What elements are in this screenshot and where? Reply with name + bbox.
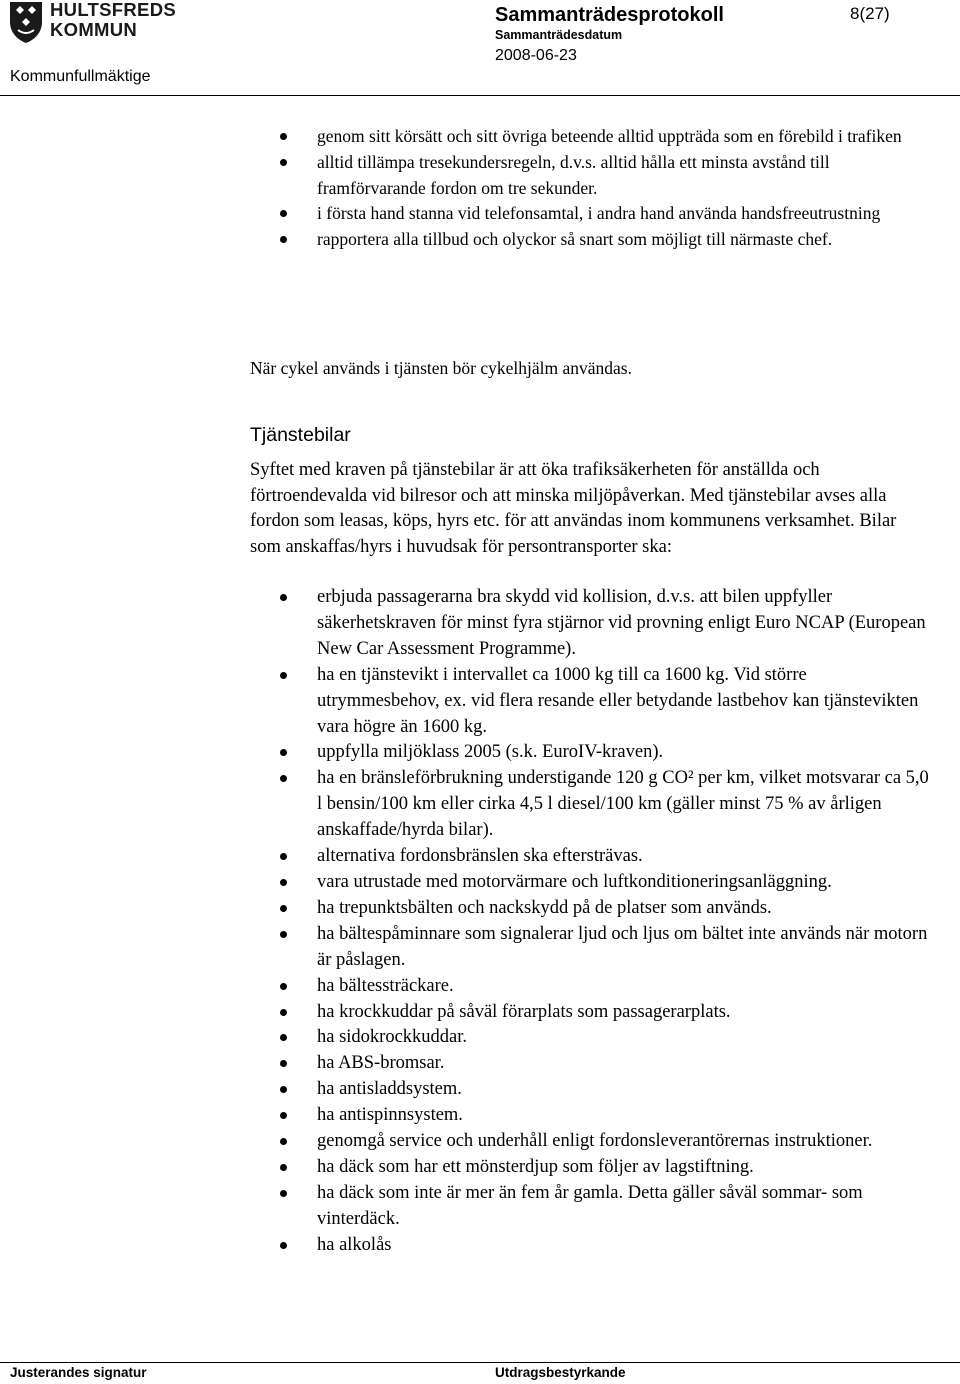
bullet-icon (280, 133, 287, 140)
bullet-icon (280, 931, 287, 938)
list-item: ha antispinnsystem. (0, 1103, 960, 1129)
list-item: ha ABS-bromsar. (0, 1051, 960, 1077)
list-item: ha däck som har ett mönsterdjup som följer av lagstiftning. (0, 1155, 960, 1181)
list-item: genomgå service och underhåll enligt fordonsleverantörernas instruktioner. (0, 1129, 960, 1155)
bullet-icon (280, 1086, 287, 1093)
bullet-icon (280, 775, 287, 782)
list-item: ha en bränsleförbrukning understigande 120 g CO² per km, vilket motsvarar ca 5,0 l bensin/100 km eller cirka 4,5 l diesel/100 km (gäller minst 75 % av årligen anskaffade/hyrda bilar). (0, 766, 960, 844)
bullet-icon (280, 1190, 287, 1197)
footer-divider (0, 1362, 960, 1363)
list-item: ha bältespåminnare som signalerar ljud och ljus om bältet inte används när motorn är påslagen. (0, 922, 960, 974)
meeting-date: 2008-06-23 (495, 47, 577, 64)
bullet-icon (280, 1138, 287, 1145)
logo-line-1: HULTSFREDS (50, 0, 176, 20)
header-divider (0, 95, 960, 96)
list-item: alltid tillämpa tresekundersregeln, d.v.s. alltid hålla ett minsta avstånd till framförvarande fordon om tre sekunder. (0, 150, 960, 202)
coat-of-arms-icon (8, 0, 44, 44)
bullet-icon (280, 983, 287, 990)
list-item: i första hand stanna vid telefonsamtal, i andra hand använda handsfreeutrustning (0, 201, 960, 227)
list-item: ha däck som inte är mer än fem år gamla. Detta gäller såväl sommar- som vinterdäck. (0, 1181, 960, 1233)
bullet-icon (280, 749, 287, 756)
page-header (0, 0, 960, 96)
driver-rules-list (0, 124, 960, 253)
document-title: Sammanträdesprotokoll (495, 4, 724, 26)
bullet-icon (280, 879, 287, 886)
bicycle-helmet-text: När cykel används i tjänsten bör cykelhjälm användas. (250, 358, 632, 378)
section-intro: Syftet med kraven på tjänstebilar är att öka trafiksäkerheten för anställda och förtroendevalda vid bilresor och att minska miljöpåverkan. Med tjänstebilar avses alla fordon som leasas, köps, hyrs etc. för att användas inom kommunens verksamhet. Bilar som anskaffas/hyrs i huvudsak för persontransporter ska: (250, 460, 897, 557)
list-item: ha antisladdsystem. (0, 1077, 960, 1103)
municipality-logo (8, 0, 183, 46)
list-item: rapportera alla tillbud och olyckor så snart som möjligt till närmaste chef. (0, 227, 960, 253)
bullet-icon (280, 853, 287, 860)
logo-line-2: KOMMUN (50, 19, 138, 40)
list-item: ha sidokrockkuddar. (0, 1025, 960, 1051)
page-number: 8(27) (850, 4, 890, 23)
list-item: genom sitt körsätt och sitt övriga beteende alltid uppträda som en förebild i trafiken (0, 124, 960, 150)
bullet-icon (280, 594, 287, 601)
bullet-icon (280, 905, 287, 912)
organization-name: Kommunfullmäktige (10, 68, 151, 85)
bullet-icon (280, 1060, 287, 1067)
bullet-icon (280, 236, 287, 243)
list-item: ha en tjänstevikt i intervallet ca 1000 kg till ca 1600 kg. Vid större utrymmesbehov, ex. vid flera resande eller betydande lastbehov kan tjänstevikten vara högre än 1600 kg. (0, 663, 960, 741)
bullet-icon (280, 1112, 287, 1119)
list-item: ha bältessträckare. (0, 974, 960, 1000)
bullet-icon (280, 1009, 287, 1016)
meeting-date-label: Sammanträdesdatum (495, 28, 623, 42)
bullet-icon (280, 672, 287, 679)
list-item: erbjuda passagerarna bra skydd vid kollision, d.v.s. att bilen uppfyller säkerhetskraven för minst fyra stjärnor vid provning enligt Euro NCAP (European New Car Assessment Programme). (0, 585, 960, 663)
list-item: ha krockkuddar på såväl förarplats som passagerarplats. (0, 1000, 960, 1026)
bullet-icon (280, 159, 287, 166)
list-item: ha alkolås (0, 1233, 960, 1259)
bullet-icon (280, 1034, 287, 1041)
bullet-icon (280, 1164, 287, 1171)
section-heading: Tjänstebilar (250, 424, 351, 446)
bullet-icon (280, 210, 287, 217)
signature-label: Justerandes signatur (10, 1365, 147, 1380)
list-item: ha trepunktsbälten och nackskydd på de platser som används. (0, 896, 960, 922)
list-item: alternativa fordonsbränslen ska eftersträvas. (0, 844, 960, 870)
bullet-icon (280, 1242, 287, 1249)
vehicle-requirements-list (0, 585, 960, 1259)
certification-label: Utdragsbestyrkande (495, 1365, 626, 1380)
list-item: vara utrustade med motorvärmare och luftkonditioneringsanläggning. (0, 870, 960, 896)
list-item: uppfylla miljöklass 2005 (s.k. EuroIV-kraven). (0, 740, 960, 766)
